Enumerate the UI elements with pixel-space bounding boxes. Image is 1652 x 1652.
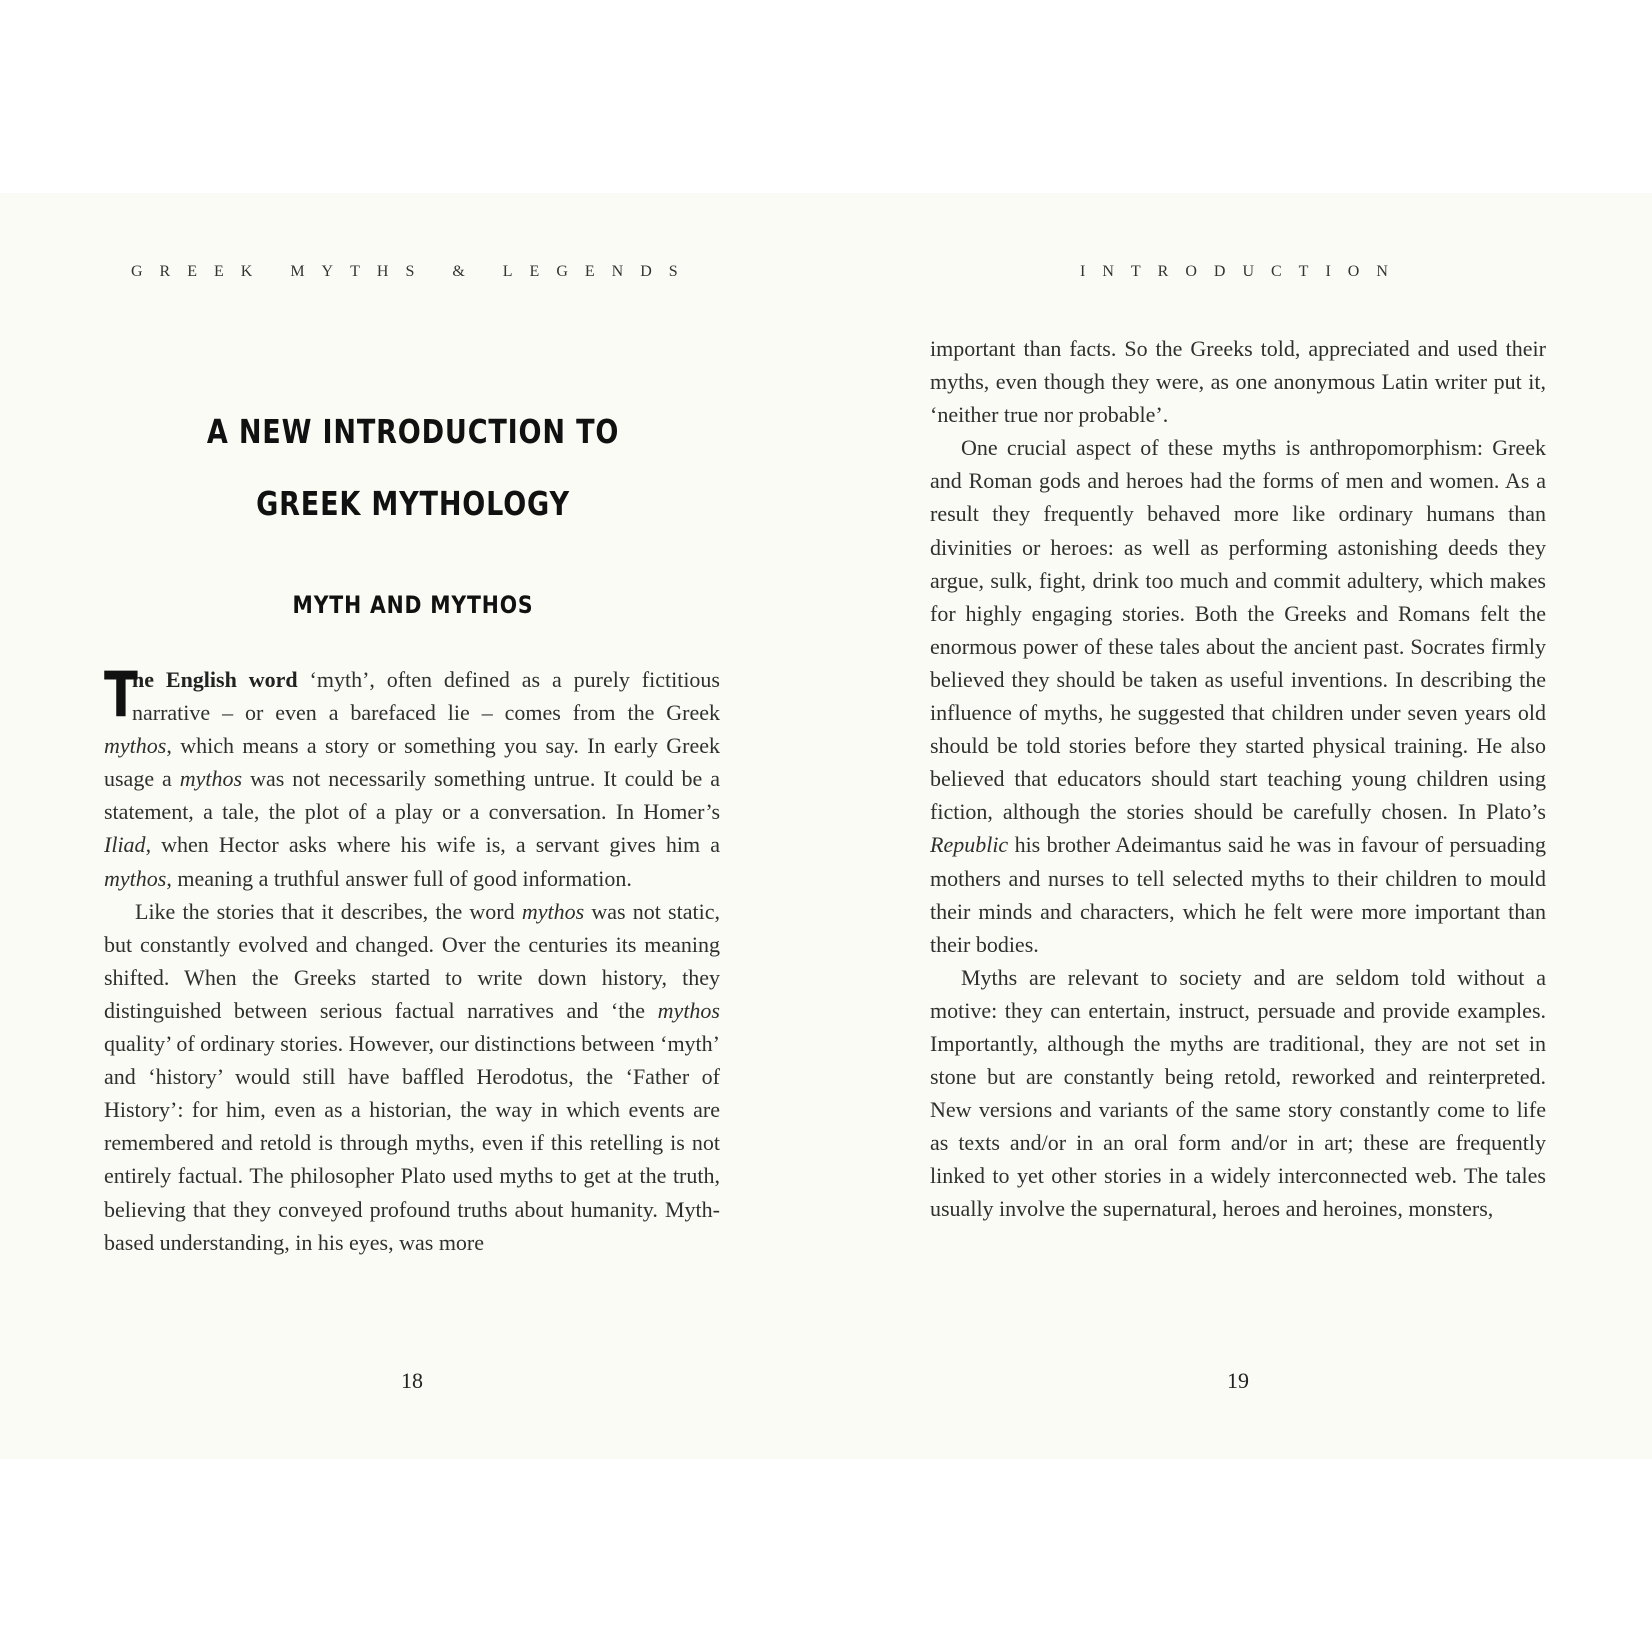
text-run: Like the stories that it describes, the word: [135, 898, 522, 924]
left-page: [0, 193, 826, 1459]
section-title: MYTH AND MYTHOS: [292, 591, 534, 619]
text-run: ‘myth’, often defined as a purely fictitious narrative – or even a barefaced lie – comes from the Greek: [132, 667, 720, 726]
italic-title: Republic: [930, 832, 1009, 858]
italic-term: mythos: [521, 898, 585, 924]
chapter-title-line-1: A NEW INTRODUCTION TO: [206, 412, 620, 451]
text-run: was not static, but constantly evolved and changed. Over the centuries its meaning shifted. When the Greeks started to write down history, they distinguished between serious factual narratives and ‘the: [104, 898, 720, 1023]
text-run: , meaning a truthful answer full of good information.: [166, 865, 632, 891]
drop-cap: T: [104, 658, 138, 731]
text-run: , when Hector asks where his wife is, a servant gives him a: [145, 832, 720, 858]
text-run: was not necessarily something untrue. It could be a statement, a tale, the plot of a play or a conversation. In Homer’s: [104, 766, 720, 825]
text-run: , which means a story or something you say. In early Greek usage a: [104, 733, 720, 792]
paragraph: important than facts. So the Greeks told, appreciated and used their myths, even though they were, as one anonymous Latin writer put it, ‘neither true nor probable’.: [930, 336, 1546, 428]
text-run: his brother Adeimantus said he was in favour of persuading mothers and nurses to tell selected myths to their children to mould their minds and characters, which he felt were more important than their bodies.: [930, 832, 1546, 957]
italic-term: mythos: [179, 766, 243, 792]
paragraph: [104, 895, 720, 1259]
running-head-left: GREEK MYTHS & LEGENDS: [131, 263, 695, 280]
paragraph: [104, 658, 720, 895]
paragraph: [930, 431, 1546, 961]
chapter-title-line-2: GREEK MYTHOLOGY: [256, 484, 570, 523]
paragraph: Myths are relevant to society and are seldom told without a motive: they can entertain, instruct, persuade and provide examples. Importantly, although the myths are traditional, they are not set in stone but are constantly being retold, reworked and reinterpreted. New versions and variants of the same story constantly come to life as texts and/or in an oral form and/or in art; these are frequently linked to yet other stories in a widely interconnected web. The tales usually involve the supernatural, heroes and heroines, monsters,: [930, 964, 1546, 1222]
running-head-right: INTRODUCTION: [1080, 263, 1405, 280]
page-number-right: 19: [1227, 1368, 1249, 1393]
lead-in: he English word: [132, 667, 298, 692]
italic-term: mythos: [104, 865, 167, 891]
right-page: [826, 193, 1652, 1459]
left-page-body: [104, 658, 720, 1259]
right-page-body: [930, 332, 1546, 1226]
book-spread: [0, 193, 1652, 1459]
italic-title: Iliad: [104, 832, 146, 858]
text-run: quality’ of ordinary stories. However, our distinctions between ‘myth’ and ‘history’ would still have baffled Herodotus, the ‘Father of History’: for him, even as a historian, the way in which events are remembered and retold is through myths, even if this retelling is not entirely factual. The philosopher Plato used myths to get at the truth, believing that they conveyed profound truths about humanity. Myth-based understanding, in his eyes, was more: [104, 1031, 720, 1255]
chapter-title: [160, 396, 665, 540]
italic-term: mythos: [104, 733, 167, 759]
page-number-left: 18: [401, 1368, 423, 1393]
italic-term: mythos: [657, 997, 720, 1023]
text-run: One crucial aspect of these myths is anthropomorphism: Greek and Roman gods and heroes had the forms of men and women. As a result they frequently behaved more like ordinary humans than divinities or heroes: as well as performing astonishing deeds they argue, sulk, fight, drink too much and commit adultery, which makes for highly engaging stories. Both the Greeks and Romans felt the enormous power of these tales about the ancient past. Socrates firmly believed they should be taken as useful inventions. In describing the influence of myths, he suggested that children under seven years old should be told stories before they started physical training. He also believed that educators should start teaching young children using fiction, although the stories should be carefully chosen. In Plato’s: [930, 435, 1546, 825]
